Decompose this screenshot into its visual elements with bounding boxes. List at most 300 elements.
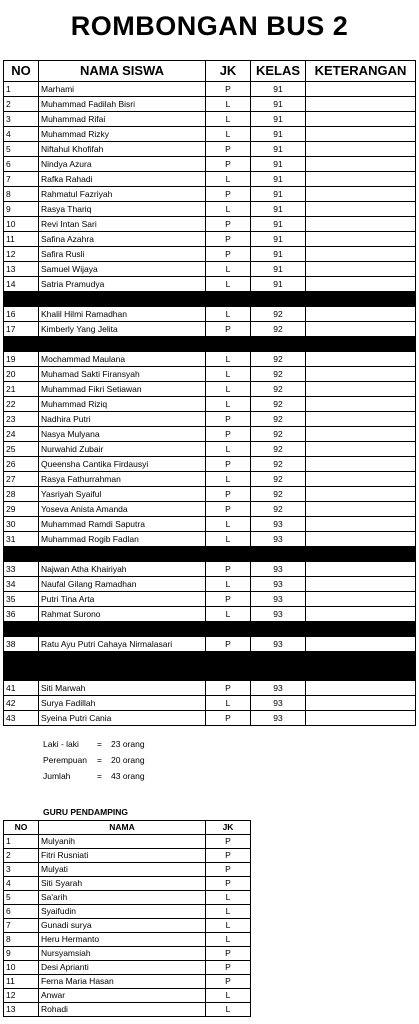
- student-no: 41: [4, 681, 39, 696]
- guru-section-title: GURU PENDAMPING: [43, 807, 129, 817]
- student-row: [4, 502, 416, 517]
- guru-name: Sa'arih: [39, 891, 206, 905]
- student-row: [4, 711, 416, 726]
- guru-name: Syaifudin: [39, 905, 206, 919]
- student-name: Muhammad Rogib Fadlan: [39, 532, 206, 547]
- student-kelas: 92: [251, 397, 306, 412]
- redacted-cell: [39, 337, 206, 352]
- student-row: [4, 247, 416, 262]
- student-jk: P: [206, 412, 251, 427]
- guru-no: 9: [4, 947, 39, 961]
- student-name: Yoseva Anista Amanda: [39, 502, 206, 517]
- student-row: [4, 157, 416, 172]
- redacted-cell: [306, 652, 416, 681]
- guru-jk: P: [206, 877, 251, 891]
- redacted-cell: [251, 652, 306, 681]
- student-jk: L: [206, 277, 251, 292]
- student-name: Marhami: [39, 82, 206, 97]
- student-row: [4, 681, 416, 696]
- student-row: [4, 472, 416, 487]
- student-keterangan: [306, 637, 416, 652]
- student-kelas: 93: [251, 577, 306, 592]
- redacted-cell: [251, 547, 306, 562]
- student-row: [4, 696, 416, 711]
- guru-no: 12: [4, 989, 39, 1003]
- student-keterangan: [306, 97, 416, 112]
- student-kelas: 92: [251, 487, 306, 502]
- guru-table-header: [4, 821, 251, 835]
- student-no: 4: [4, 127, 39, 142]
- student-kelas: 92: [251, 442, 306, 457]
- student-no: 16: [4, 307, 39, 322]
- redacted-cell: [206, 337, 251, 352]
- student-no: 23: [4, 412, 39, 427]
- redacted-cell: [251, 622, 306, 637]
- student-no: 25: [4, 442, 39, 457]
- student-name: Syeina Putri Cania: [39, 711, 206, 726]
- student-keterangan: [306, 427, 416, 442]
- summary-value: 23 orang: [111, 739, 145, 749]
- guru-table: [3, 820, 251, 1017]
- student-kelas: 91: [251, 262, 306, 277]
- redacted-cell: [306, 292, 416, 307]
- student-name: Surya Fadillah: [39, 696, 206, 711]
- blacked-out-row: [4, 337, 416, 352]
- guru-no: 4: [4, 877, 39, 891]
- student-kelas: 93: [251, 637, 306, 652]
- student-row: [4, 442, 416, 457]
- guru-no: 10: [4, 961, 39, 975]
- guru-name: Mulyati: [39, 863, 206, 877]
- guru-row: [4, 835, 251, 849]
- guru-name: Mulyanih: [39, 835, 206, 849]
- student-row: [4, 187, 416, 202]
- student-no: 2: [4, 97, 39, 112]
- student-jk: L: [206, 382, 251, 397]
- student-name: Najwan Atha Khairiyah: [39, 562, 206, 577]
- student-row: [4, 97, 416, 112]
- student-name: Rahmatul Fazriyah: [39, 187, 206, 202]
- guru-jk: P: [206, 961, 251, 975]
- student-kelas: 92: [251, 427, 306, 442]
- guru-row: [4, 947, 251, 961]
- redacted-cell: [4, 547, 39, 562]
- guru-row: [4, 919, 251, 933]
- student-keterangan: [306, 157, 416, 172]
- student-name: Queensha Cantika Firdausyi: [39, 457, 206, 472]
- student-keterangan: [306, 247, 416, 262]
- student-no: 1: [4, 82, 39, 97]
- student-row: [4, 607, 416, 622]
- redacted-cell: [306, 622, 416, 637]
- student-row: [4, 232, 416, 247]
- student-no: 10: [4, 217, 39, 232]
- summary-eq: =: [97, 739, 102, 749]
- redacted-cell: [4, 622, 39, 637]
- guru-header-nama: NAMA: [39, 821, 206, 835]
- student-kelas: 92: [251, 352, 306, 367]
- student-no: 21: [4, 382, 39, 397]
- student-keterangan: [306, 577, 416, 592]
- student-name: Rahmat Surono: [39, 607, 206, 622]
- guru-jk: P: [206, 835, 251, 849]
- guru-name: Heru Hermanto: [39, 933, 206, 947]
- redacted-cell: [39, 652, 206, 681]
- redacted-cell: [39, 622, 206, 637]
- student-jk: L: [206, 172, 251, 187]
- guru-jk: P: [206, 849, 251, 863]
- student-name: Rasya Thariq: [39, 202, 206, 217]
- student-keterangan: [306, 607, 416, 622]
- student-kelas: 91: [251, 112, 306, 127]
- student-row: [4, 367, 416, 382]
- student-jk: P: [206, 711, 251, 726]
- student-kelas: 91: [251, 82, 306, 97]
- student-kelas: 92: [251, 412, 306, 427]
- student-no: 17: [4, 322, 39, 337]
- student-keterangan: [306, 82, 416, 97]
- student-no: 22: [4, 397, 39, 412]
- student-kelas: 92: [251, 322, 306, 337]
- student-kelas: 93: [251, 562, 306, 577]
- header-nama-siswa: NAMA SISWA: [39, 61, 206, 82]
- student-name: Muhammad Riziq: [39, 397, 206, 412]
- header-kelas: KELAS: [251, 61, 306, 82]
- student-name: Samuel Wijaya: [39, 262, 206, 277]
- student-jk: P: [206, 637, 251, 652]
- student-kelas: 93: [251, 711, 306, 726]
- summary-row: [43, 736, 145, 752]
- student-name: Nadhira Putri: [39, 412, 206, 427]
- student-jk: P: [206, 562, 251, 577]
- guru-no: 8: [4, 933, 39, 947]
- student-keterangan: [306, 457, 416, 472]
- student-kelas: 91: [251, 97, 306, 112]
- guru-row: [4, 989, 251, 1003]
- guru-row: [4, 849, 251, 863]
- summary-value: 43 orang: [111, 771, 145, 781]
- student-jk: L: [206, 532, 251, 547]
- student-no: 35: [4, 592, 39, 607]
- student-name: Muhammad Rizky: [39, 127, 206, 142]
- redacted-cell: [251, 337, 306, 352]
- redacted-cell: [4, 337, 39, 352]
- student-kelas: 93: [251, 607, 306, 622]
- guru-name: Desi Aprianti: [39, 961, 206, 975]
- student-row: [4, 637, 416, 652]
- student-jk: L: [206, 472, 251, 487]
- header-keterangan: KETERANGAN: [306, 61, 416, 82]
- guru-jk: L: [206, 905, 251, 919]
- blacked-out-row: [4, 652, 416, 681]
- student-no: 20: [4, 367, 39, 382]
- student-kelas: 91: [251, 277, 306, 292]
- student-kelas: 91: [251, 187, 306, 202]
- guru-jk: P: [206, 947, 251, 961]
- student-keterangan: [306, 472, 416, 487]
- student-jk: L: [206, 577, 251, 592]
- guru-name: Nursyamsiah: [39, 947, 206, 961]
- student-row: [4, 487, 416, 502]
- student-keterangan: [306, 322, 416, 337]
- student-keterangan: [306, 412, 416, 427]
- student-keterangan: [306, 112, 416, 127]
- student-kelas: 92: [251, 382, 306, 397]
- student-jk: L: [206, 352, 251, 367]
- page-title: ROMBONGAN BUS 2: [70, 10, 349, 41]
- student-table: [3, 60, 416, 726]
- student-kelas: 91: [251, 172, 306, 187]
- student-row: [4, 427, 416, 442]
- student-name: Revi Intan Sari: [39, 217, 206, 232]
- student-keterangan: [306, 277, 416, 292]
- student-row: [4, 322, 416, 337]
- guru-name: Fitri Rusniati: [39, 849, 206, 863]
- student-jk: L: [206, 262, 251, 277]
- student-no: 13: [4, 262, 39, 277]
- student-name: Satria Pramudya: [39, 277, 206, 292]
- student-name: Safina Azahra: [39, 232, 206, 247]
- student-row: [4, 127, 416, 142]
- guru-name: Anwar: [39, 989, 206, 1003]
- student-name: Niftahul Khofifah: [39, 142, 206, 157]
- student-kelas: 91: [251, 202, 306, 217]
- student-no: 9: [4, 202, 39, 217]
- guru-name: Rohadi: [39, 1003, 206, 1017]
- student-kelas: 92: [251, 472, 306, 487]
- guru-no: 6: [4, 905, 39, 919]
- redacted-cell: [4, 652, 39, 681]
- student-jk: P: [206, 592, 251, 607]
- gender-summary: [43, 736, 145, 784]
- student-kelas: 91: [251, 217, 306, 232]
- guru-no: 5: [4, 891, 39, 905]
- student-name: Ratu Ayu Putri Cahaya Nirmalasari: [39, 637, 206, 652]
- student-jk: L: [206, 696, 251, 711]
- redacted-cell: [306, 337, 416, 352]
- student-kelas: 91: [251, 157, 306, 172]
- student-no: 34: [4, 577, 39, 592]
- guru-jk: L: [206, 933, 251, 947]
- student-kelas: 92: [251, 367, 306, 382]
- student-jk: P: [206, 457, 251, 472]
- student-keterangan: [306, 711, 416, 726]
- header-jk: JK: [206, 61, 251, 82]
- student-kelas: 91: [251, 127, 306, 142]
- student-name: Muhammad Fikri Setiawan: [39, 382, 206, 397]
- guru-row: [4, 975, 251, 989]
- guru-name: Gunadi surya: [39, 919, 206, 933]
- student-jk: P: [206, 681, 251, 696]
- blacked-out-row: [4, 292, 416, 307]
- guru-no: 13: [4, 1003, 39, 1017]
- student-kelas: 91: [251, 247, 306, 262]
- student-keterangan: [306, 592, 416, 607]
- redacted-cell: [251, 292, 306, 307]
- student-kelas: 91: [251, 232, 306, 247]
- student-no: 8: [4, 187, 39, 202]
- student-keterangan: [306, 487, 416, 502]
- student-jk: L: [206, 367, 251, 382]
- student-keterangan: [306, 442, 416, 457]
- student-no: 12: [4, 247, 39, 262]
- student-row: [4, 457, 416, 472]
- student-kelas: 92: [251, 457, 306, 472]
- student-table-header: [4, 61, 416, 82]
- guru-row: [4, 891, 251, 905]
- student-jk: L: [206, 397, 251, 412]
- student-keterangan: [306, 307, 416, 322]
- guru-row: [4, 961, 251, 975]
- guru-jk: P: [206, 975, 251, 989]
- student-keterangan: [306, 681, 416, 696]
- guru-jk: L: [206, 919, 251, 933]
- summary-value: 20 orang: [111, 755, 145, 765]
- student-row: [4, 592, 416, 607]
- student-jk: L: [206, 607, 251, 622]
- student-row: [4, 352, 416, 367]
- student-row: [4, 577, 416, 592]
- guru-jk: L: [206, 989, 251, 1003]
- guru-table-body: [4, 835, 251, 1017]
- student-name: Safira Rusli: [39, 247, 206, 262]
- summary-label: Laki - laki: [43, 739, 79, 749]
- student-no: 38: [4, 637, 39, 652]
- student-row: [4, 217, 416, 232]
- student-no: 31: [4, 532, 39, 547]
- student-jk: P: [206, 187, 251, 202]
- student-name: Khalil Hilmi Ramadhan: [39, 307, 206, 322]
- student-name: Muhammad Ramdi Saputra: [39, 517, 206, 532]
- student-no: 33: [4, 562, 39, 577]
- student-kelas: 93: [251, 696, 306, 711]
- student-jk: P: [206, 82, 251, 97]
- blacked-out-row: [4, 622, 416, 637]
- guru-jk: P: [206, 863, 251, 877]
- student-no: 27: [4, 472, 39, 487]
- student-keterangan: [306, 202, 416, 217]
- student-keterangan: [306, 502, 416, 517]
- student-no: 5: [4, 142, 39, 157]
- student-keterangan: [306, 127, 416, 142]
- student-no: 30: [4, 517, 39, 532]
- guru-name: Ferna Maria Hasan: [39, 975, 206, 989]
- student-name: Putri Tina Arta: [39, 592, 206, 607]
- student-name: Rasya Fathurrahman: [39, 472, 206, 487]
- student-name: Muhammad Rifai: [39, 112, 206, 127]
- student-keterangan: [306, 367, 416, 382]
- guru-jk: L: [206, 1003, 251, 1017]
- student-row: [4, 82, 416, 97]
- student-no: 11: [4, 232, 39, 247]
- student-name: Yasriyah Syaiful: [39, 487, 206, 502]
- student-jk: P: [206, 142, 251, 157]
- redacted-cell: [39, 292, 206, 307]
- student-no: 36: [4, 607, 39, 622]
- student-no: 28: [4, 487, 39, 502]
- summary-eq: =: [97, 755, 102, 765]
- student-row: [4, 112, 416, 127]
- student-jk: L: [206, 517, 251, 532]
- guru-row: [4, 933, 251, 947]
- summary-eq: =: [97, 771, 102, 781]
- student-keterangan: [306, 532, 416, 547]
- redacted-cell: [206, 622, 251, 637]
- student-keterangan: [306, 382, 416, 397]
- summary-label: Jumlah: [43, 771, 71, 781]
- student-keterangan: [306, 172, 416, 187]
- summary-label: Perempuan: [43, 755, 87, 765]
- student-row: [4, 202, 416, 217]
- student-jk: L: [206, 307, 251, 322]
- student-no: 7: [4, 172, 39, 187]
- student-kelas: 92: [251, 307, 306, 322]
- student-jk: P: [206, 487, 251, 502]
- summary-row: [43, 768, 145, 784]
- redacted-cell: [206, 292, 251, 307]
- student-keterangan: [306, 217, 416, 232]
- student-jk: P: [206, 427, 251, 442]
- student-keterangan: [306, 187, 416, 202]
- student-row: [4, 142, 416, 157]
- guru-row: [4, 877, 251, 891]
- student-name: Siti Marwah: [39, 681, 206, 696]
- guru-no: 11: [4, 975, 39, 989]
- blacked-out-row: [4, 547, 416, 562]
- student-row: [4, 307, 416, 322]
- guru-row: [4, 863, 251, 877]
- student-no: 6: [4, 157, 39, 172]
- student-no: 29: [4, 502, 39, 517]
- guru-row: [4, 1003, 251, 1017]
- student-no: 19: [4, 352, 39, 367]
- student-row: [4, 517, 416, 532]
- guru-no: 7: [4, 919, 39, 933]
- student-table-body: [4, 82, 416, 726]
- student-jk: P: [206, 157, 251, 172]
- student-no: 26: [4, 457, 39, 472]
- student-no: 42: [4, 696, 39, 711]
- student-no: 14: [4, 277, 39, 292]
- student-jk: P: [206, 502, 251, 517]
- student-jk: L: [206, 127, 251, 142]
- student-name: Nurwahid Zubair: [39, 442, 206, 457]
- student-name: Muhamad Sakti Firansyah: [39, 367, 206, 382]
- student-keterangan: [306, 232, 416, 247]
- student-jk: P: [206, 247, 251, 262]
- student-row: [4, 382, 416, 397]
- student-jk: L: [206, 97, 251, 112]
- student-keterangan: [306, 352, 416, 367]
- student-row: [4, 262, 416, 277]
- guru-jk: L: [206, 891, 251, 905]
- guru-name: Siti Syarah: [39, 877, 206, 891]
- student-jk: P: [206, 232, 251, 247]
- student-jk: L: [206, 112, 251, 127]
- student-jk: P: [206, 217, 251, 232]
- student-jk: L: [206, 442, 251, 457]
- student-keterangan: [306, 142, 416, 157]
- student-name: Nindya Azura: [39, 157, 206, 172]
- student-row: [4, 562, 416, 577]
- student-row: [4, 277, 416, 292]
- student-keterangan: [306, 262, 416, 277]
- student-row: [4, 412, 416, 427]
- student-no: 43: [4, 711, 39, 726]
- student-no: 3: [4, 112, 39, 127]
- student-keterangan: [306, 397, 416, 412]
- guru-no: 2: [4, 849, 39, 863]
